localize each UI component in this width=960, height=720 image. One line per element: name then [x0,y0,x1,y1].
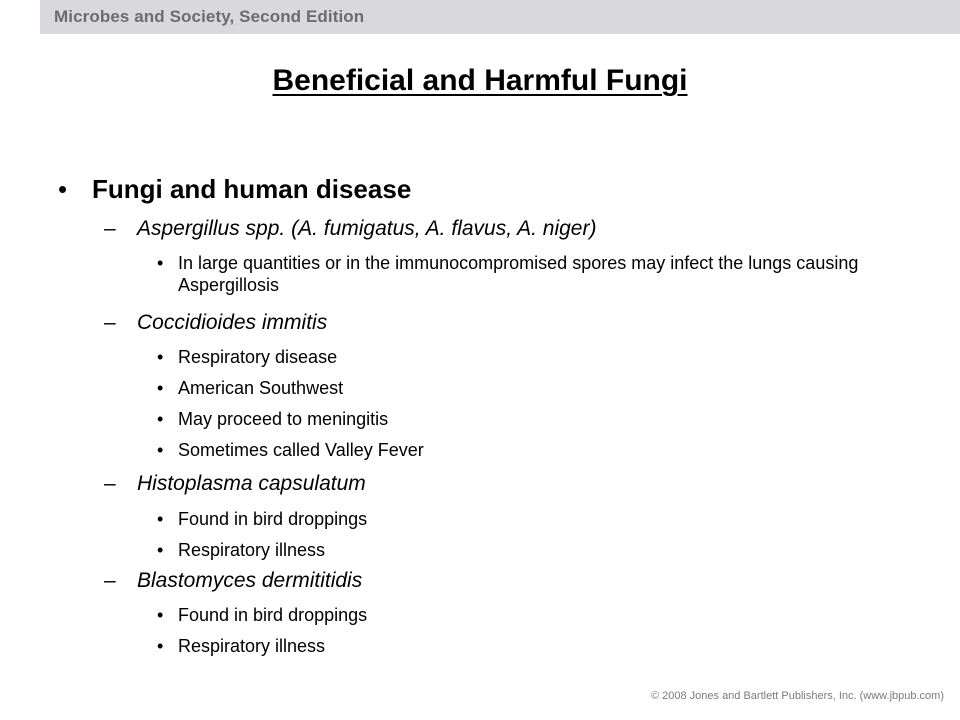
list-item [157,508,898,530]
slide-title: Beneficial and Harmful Fungi [272,64,688,97]
sub-heading-text: Coccidioides immitis [137,311,328,334]
dash-marker: – [104,569,116,592]
list-item-text: American Southwest [178,378,344,398]
sub-heading-blastomyces [104,569,362,593]
copyright-notice: © 2008 Jones and Bartlett Publishers, Inc. (www.jbpub.com) [650,690,944,702]
list-item [157,539,898,561]
list-item [157,604,898,626]
sub-heading-text: Aspergillus spp. (A. fumigatus, A. flavus, A. niger) [137,217,597,240]
list-item [157,635,898,657]
bullet-marker: • [157,440,164,460]
list-item-text: Found in bird droppings [178,605,368,625]
main-bullet [58,174,411,205]
list-item-text: Respiratory illness [178,540,326,560]
sub-heading-histoplasma [104,472,366,496]
bullet-marker: • [157,540,164,560]
list-item-text: In large quantities or in the immunocompromised spores may infect the lungs causing Aspergillosis [178,253,859,295]
bullet-marker: • [157,636,164,656]
list-item-text: Sometimes called Valley Fever [178,440,424,460]
list-item [157,439,898,461]
list-item [157,252,898,296]
list-item [157,377,898,399]
sub-heading-text: Blastomyces dermititidis [137,569,363,592]
sub-heading-aspergillus [104,217,596,241]
list-item-text: Respiratory illness [178,636,326,656]
dash-marker: – [104,472,116,495]
bullet-marker: • [157,347,164,367]
list-item-text: Respiratory disease [178,347,338,367]
bullet-marker: • [157,509,164,529]
bullet-marker: • [58,174,68,204]
list-item [157,346,898,368]
bullet-marker: • [157,378,164,398]
header-bar [0,0,960,34]
book-title: Microbes and Society, Second Edition [54,7,365,26]
bullet-marker: • [157,253,164,273]
list-item [157,408,898,430]
dash-marker: – [104,217,116,240]
main-bullet-text: Fungi and human disease [92,174,412,204]
header-band [40,0,960,34]
sub-heading-coccidioides [104,311,327,335]
list-item-text: Found in bird droppings [178,509,368,529]
bullet-marker: • [157,409,164,429]
list-item-text: May proceed to meningitis [178,409,389,429]
dash-marker: – [104,311,116,334]
sub-heading-text: Histoplasma capsulatum [137,472,366,495]
bullet-marker: • [157,605,164,625]
header-left-gap [0,0,40,34]
